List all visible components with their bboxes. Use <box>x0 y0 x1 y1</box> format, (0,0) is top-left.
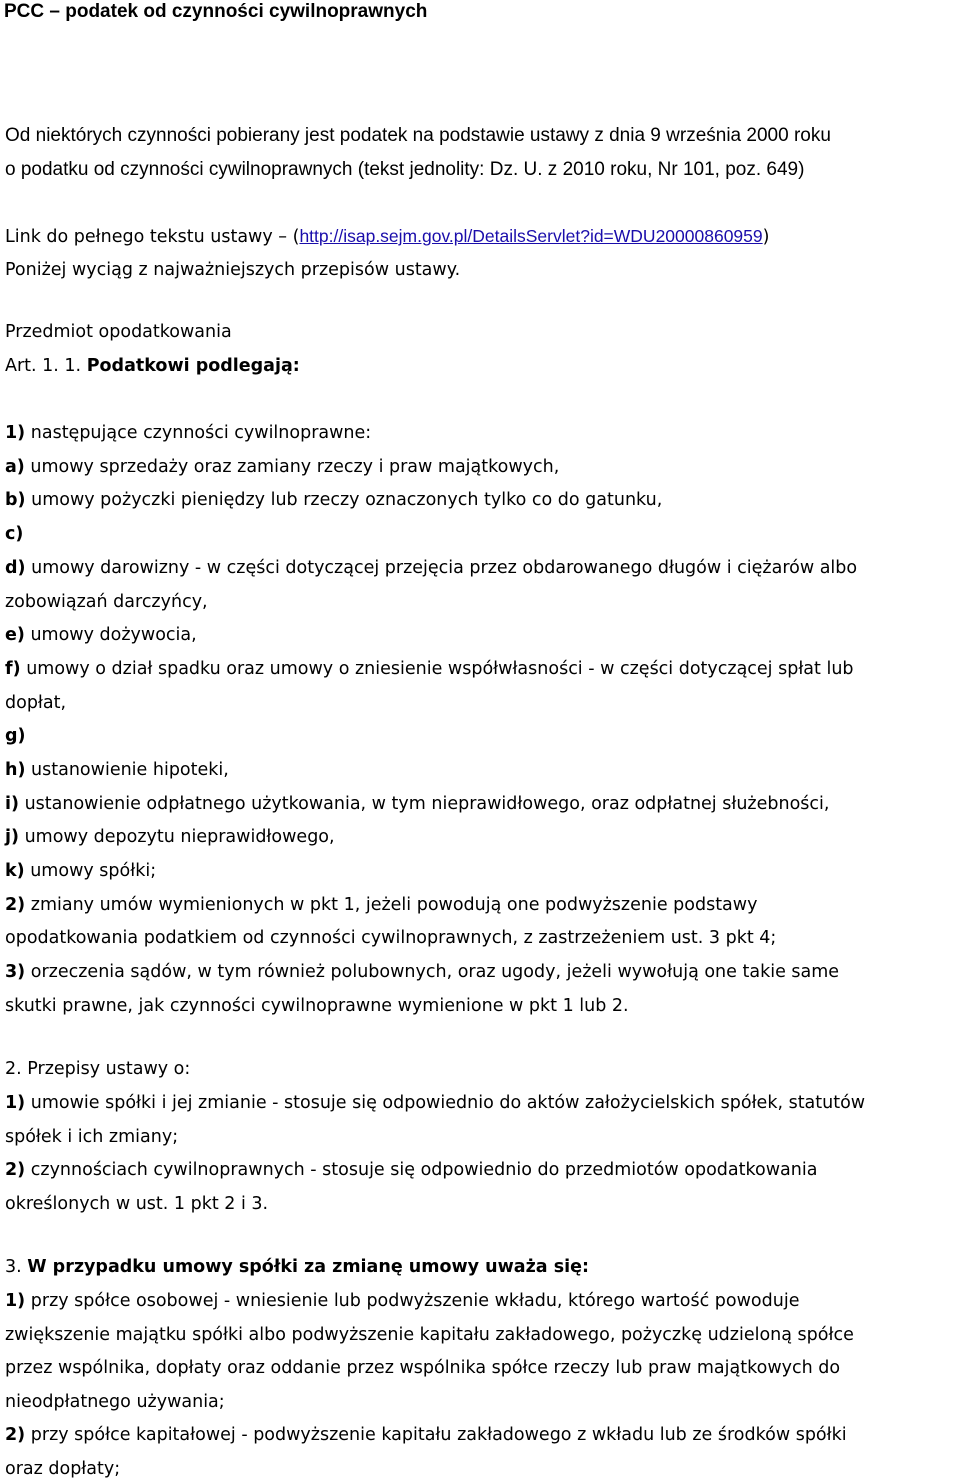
list-item <box>5 1092 865 1114</box>
list-item <box>5 860 156 882</box>
document-title: PCC – podatek od czynności cywilnoprawnych <box>4 1 428 22</box>
list-item <box>5 422 371 444</box>
list-item <box>5 1290 799 1312</box>
list-item <box>5 826 335 848</box>
list-item <box>5 489 662 511</box>
item-text: umowy sprzedaży oraz zamiany rzeczy i praw majątkowych, <box>30 457 560 477</box>
item-text: orzeczenia sądów, w tym również polubownych, oraz ugody, jeżeli wywołują one takie same <box>30 962 840 982</box>
item-text: zmiany umów wymienionych w pkt 1, jeżeli powodują one podwyższenie podstawy <box>30 895 758 915</box>
statute-link[interactable]: http://isap.sejm.gov.pl/DetailsServlet?id=WDU20000860959 <box>299 226 763 246</box>
item-marker: d) <box>5 558 26 578</box>
item-text: umowy darowizny - w części dotyczącej przejęcia przez obdarowanego długów i ciężarów albo <box>31 558 858 578</box>
article-heading <box>5 355 300 377</box>
link-suffix: ) <box>762 227 770 247</box>
item-text: ustanowienie hipoteki, <box>31 760 229 780</box>
link-prefix: Link do pełnego tekstu ustawy – ( <box>5 227 300 247</box>
item-marker: 1) <box>5 1291 26 1311</box>
excerpt-note: Poniżej wyciąg z najważniejszych przepisów ustawy. <box>5 260 461 280</box>
item-continuation: opodatkowania podatkiem od czynności cywilnoprawnych, z zastrzeżeniem ust. 3 pkt 4; <box>5 928 777 948</box>
item-marker: c) <box>5 524 24 544</box>
item-continuation: spółek i ich zmiany; <box>5 1127 179 1147</box>
item-marker: 2) <box>5 1160 26 1180</box>
item-continuation: określonych w ust. 1 pkt 2 i 3. <box>5 1194 269 1214</box>
item-text: umowy o dział spadku oraz umowy o zniesienie współwłasności - w części dotyczącej spłat lub <box>26 659 854 679</box>
intro-line: o podatku od czynności cywilnoprawnych (tekst jednolity: Dz. U. z 2010 roku, Nr 101, poz. 649) <box>5 159 805 180</box>
item-text: umowy depozytu nieprawidłowego, <box>24 827 335 847</box>
item-marker: b) <box>5 490 26 510</box>
list-item <box>5 624 197 646</box>
item-continuation: zwiększenie majątku spółki albo podwyższenie kapitału zakładowego, pożyczkę udzieloną spółce <box>5 1325 854 1345</box>
item-continuation: przez wspólnika, dopłaty oraz oddanie przez wspólnika spółce rzeczy lub praw majątkowych do <box>5 1358 841 1378</box>
item-marker: 3) <box>5 962 26 982</box>
list-item <box>5 961 839 983</box>
paragraph-heading: 2. Przepisy ustawy o: <box>5 1059 191 1079</box>
item-marker: g) <box>5 726 26 746</box>
list-item <box>5 1159 817 1181</box>
list-item <box>5 557 857 579</box>
item-marker: 1) <box>5 1093 26 1113</box>
list-item <box>5 759 229 781</box>
article-title: Podatkowi podlegają: <box>86 356 300 376</box>
article-ref: Art. 1. 1. <box>5 356 82 376</box>
list-item <box>5 793 829 815</box>
item-continuation: dopłat, <box>5 693 67 713</box>
list-item <box>5 1424 847 1446</box>
item-marker: 1) <box>5 423 26 443</box>
item-text: umowie spółki i jej zmianie - stosuje się odpowiednio do aktów założycielskich spółek, statutów <box>30 1093 866 1113</box>
item-text: ustanowienie odpłatnego użytkowania, w tym nieprawidłowego, oraz odpłatnej służebności, <box>24 794 830 814</box>
item-text: następujące czynności cywilnoprawne: <box>30 423 372 443</box>
item-text: umowy spółki; <box>30 861 157 881</box>
paragraph-number: 3. <box>5 1257 22 1277</box>
item-marker: 2) <box>5 895 26 915</box>
paragraph-title: W przypadku umowy spółki za zmianę umowy uważa się: <box>27 1257 589 1277</box>
item-marker: 2) <box>5 1425 26 1445</box>
list-item <box>5 894 757 916</box>
item-marker: e) <box>5 625 25 645</box>
item-marker: a) <box>5 457 25 477</box>
item-continuation: oraz dopłaty; <box>5 1459 121 1479</box>
list-item <box>5 456 559 478</box>
list-item <box>5 658 854 680</box>
item-continuation: skutki prawne, jak czynności cywilnoprawne wymienione w pkt 1 lub 2. <box>5 996 629 1016</box>
item-marker: j) <box>5 827 19 847</box>
item-marker: i) <box>5 794 19 814</box>
item-text: umowy dożywocia, <box>30 625 197 645</box>
item-text: umowy pożyczki pieniędzy lub rzeczy oznaczonych tylko co do gatunku, <box>31 490 663 510</box>
item-text: przy spółce osobowej - wniesienie lub podwyższenie wkładu, którego wartość powoduje <box>30 1291 800 1311</box>
intro-line: Od niektórych czynności pobierany jest podatek na podstawie ustawy z dnia 9 września 2000 roku <box>5 125 831 146</box>
section-heading: Przedmiot opodatkowania <box>5 322 232 342</box>
item-marker: k) <box>5 861 25 881</box>
item-marker: h) <box>5 760 26 780</box>
item-continuation: nieodpłatnego używania; <box>5 1392 225 1412</box>
list-item <box>5 725 26 747</box>
list-item <box>5 523 23 545</box>
item-continuation: zobowiązań darczyńcy, <box>5 592 208 612</box>
paragraph-heading <box>5 1256 589 1278</box>
item-text: przy spółce kapitałowej - podwyższenie kapitału zakładowego z wkładu lub ze środków spółki <box>30 1425 847 1445</box>
item-marker: f) <box>5 659 21 679</box>
item-text: czynnościach cywilnoprawnych - stosuje się odpowiednio do przedmiotów opodatkowania <box>30 1160 818 1180</box>
link-line <box>5 225 769 248</box>
